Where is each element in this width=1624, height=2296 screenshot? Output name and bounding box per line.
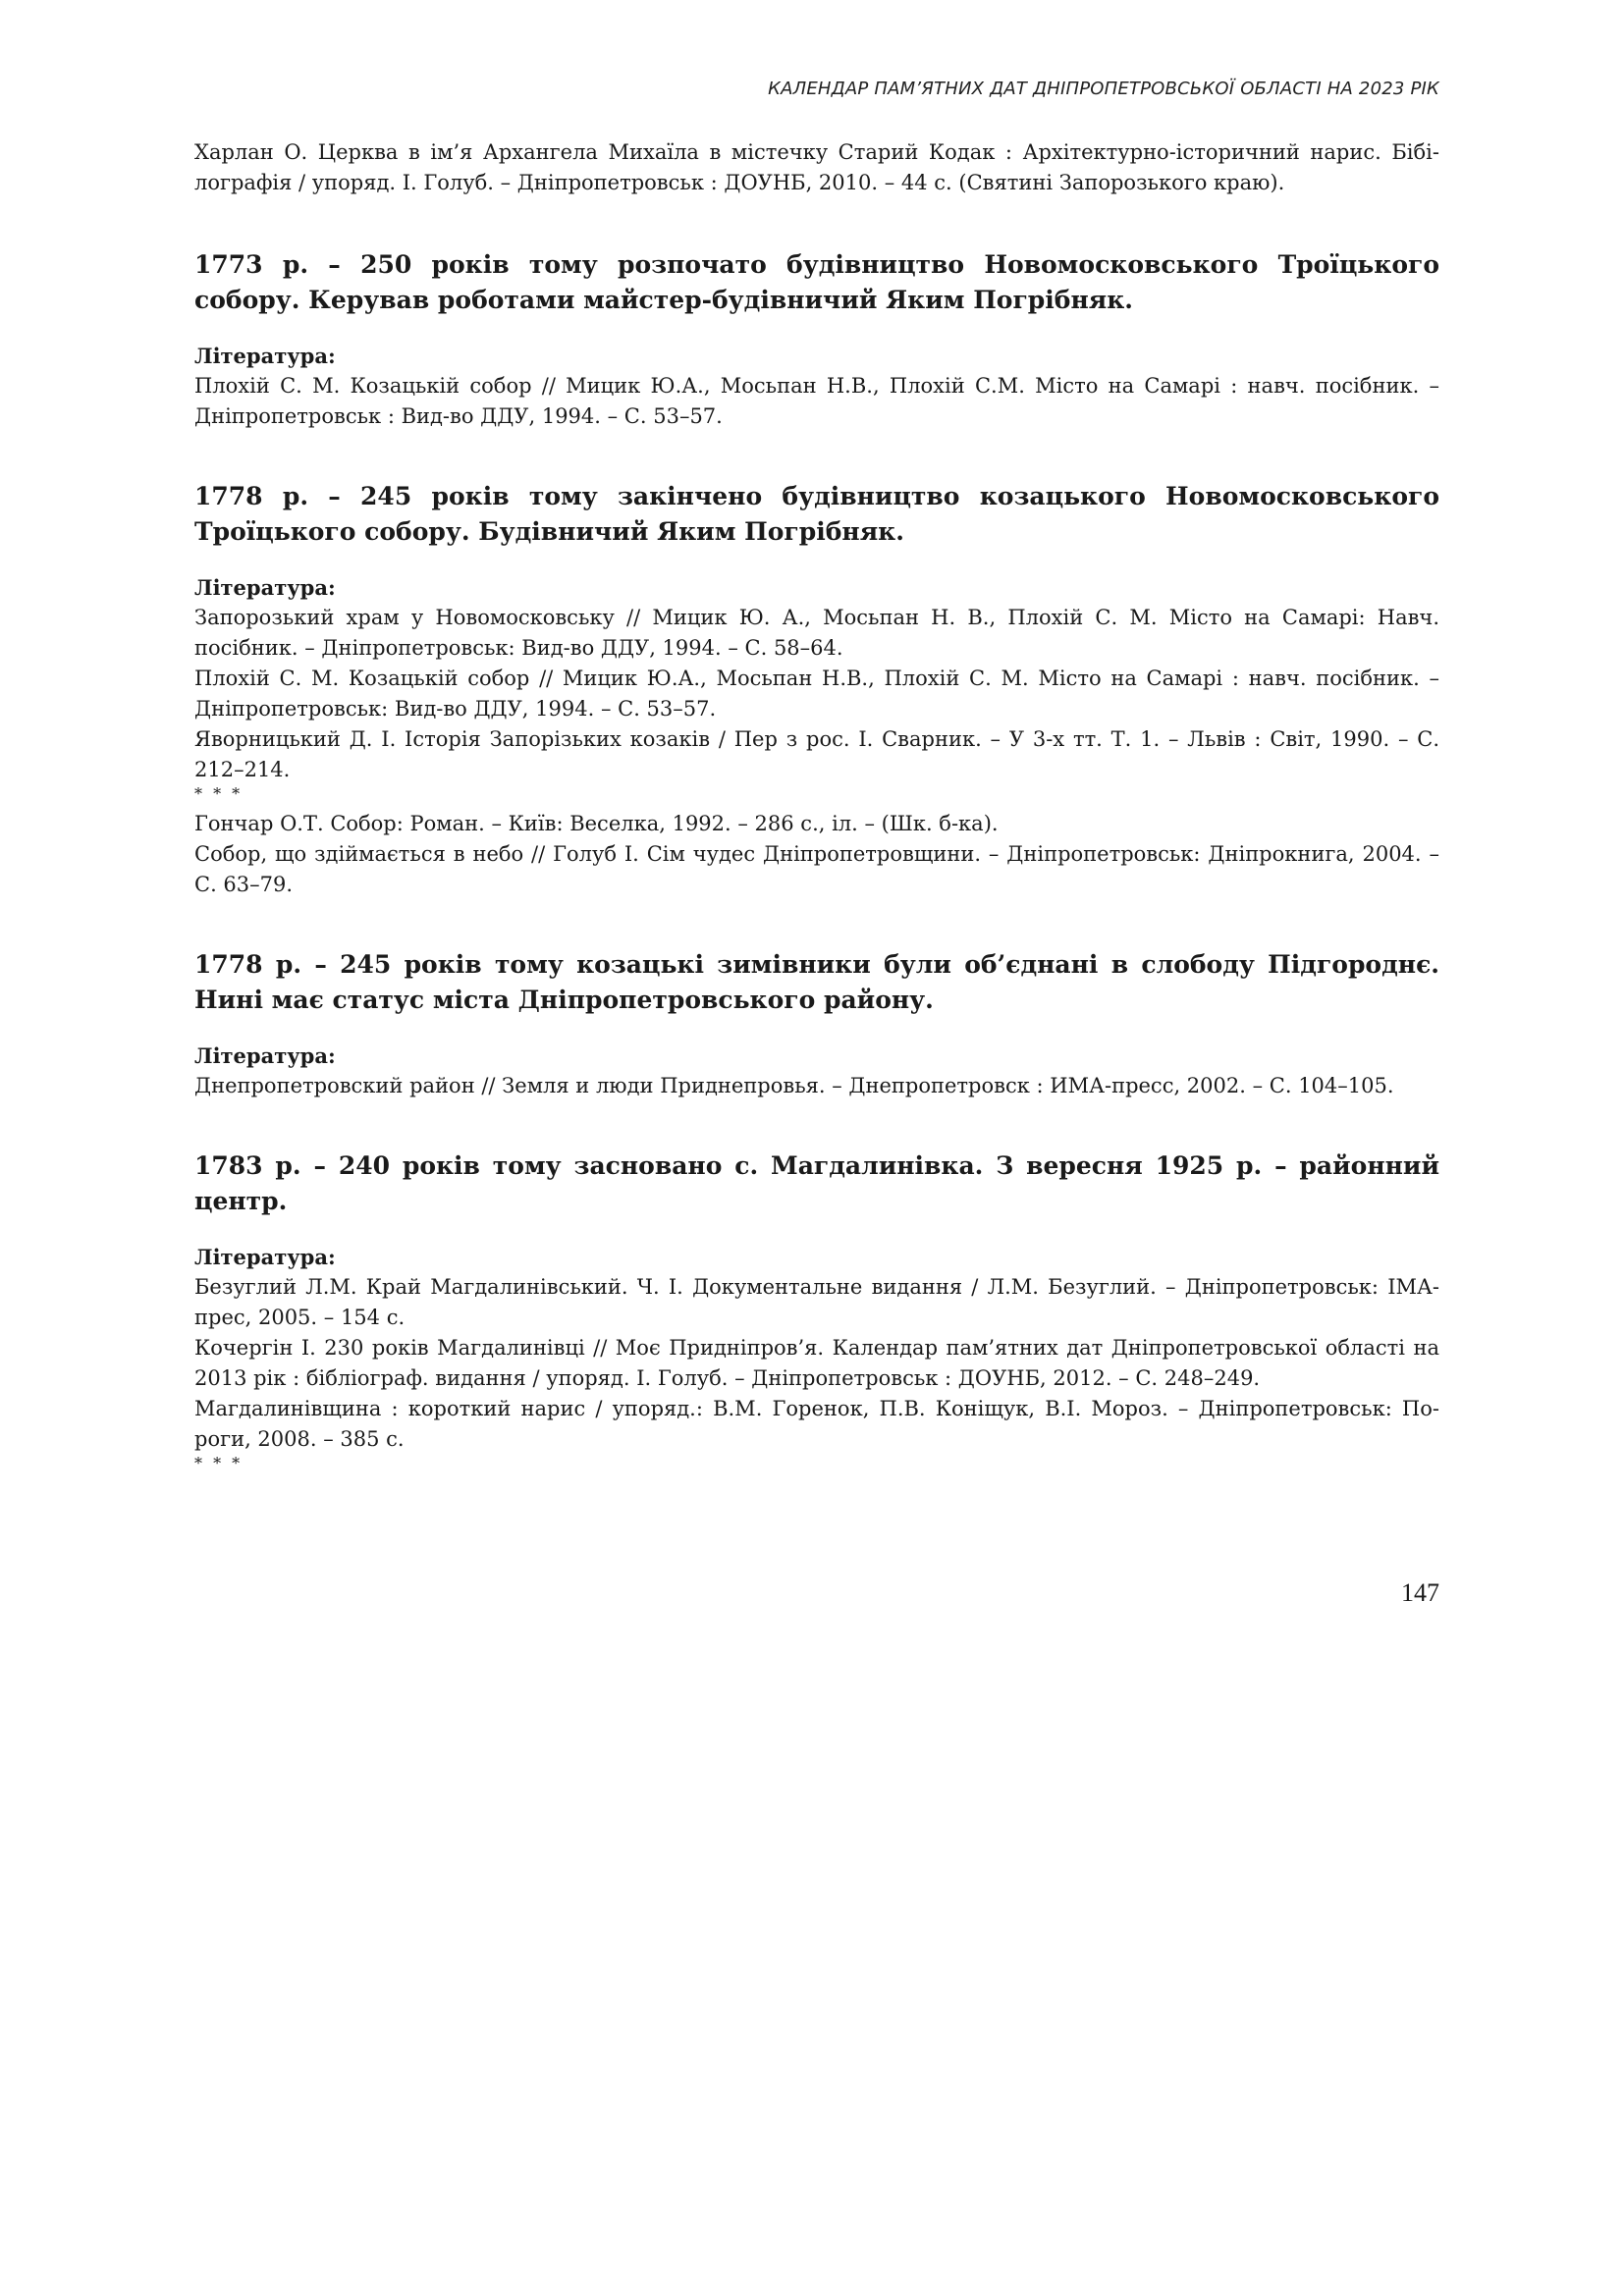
date-entry-heading: 1783 р. – 240 років тому засновано с. Магдалинівка. З вересня 1925 р. – районний центр. [194,1151,1439,1215]
reference-item: Днепропетровский район // Земля и люди Приднепровья. – Днепропетровск : ИМА-пресс, 2002. – С. 104–105. [194,1074,1394,1097]
page-number: 147 [1401,1578,1439,1607]
reference-separator: * * * [194,784,244,803]
sections-container [194,247,1439,1472]
running-header: КАЛЕНДАР ПАМ’ЯТНИХ ДАТ ДНІПРОПЕТРОВСЬКОЇ ОБЛАСТІ НА 2023 РІК [768,79,1439,99]
date-entry [194,947,1439,1101]
reference-item: Плохій С. М. Козацькій собор // Мицик Ю.А., Мосьпан Н.В., Плохій С. М. Місто на Самарі : навч. посібник. – Дніпропетровськ: Вид-во ДДУ, 1994. – С. 53–57. [194,667,1439,721]
reference-item: Плохій С. М. Козацькій собор // Мицик Ю.А., Мосьпан Н.В., Плохій С.М. Місто на Самарі : навч. посібник. – Дніпропетровськ : Вид-во ДДУ, 1994. – С. 53–57. [194,374,1439,428]
reference-list [194,1272,1439,1472]
literature-label: Література: [194,1043,336,1068]
date-entry-heading: 1778 р. – 245 років тому закінчено будівництво козацького Новомосковського Троїцького собору. Будівничий Яким Погрібняк. [194,482,1439,546]
literature-label: Література: [194,575,336,600]
date-entry [194,247,1439,432]
date-entry-heading: 1773 р. – 250 років тому розпочато будівництво Новомосковського Троїцького собору. Керував роботами майстер-будівничий Яким Погрібняк. [194,250,1439,314]
date-entry [194,1148,1439,1472]
reference-separator: * * * [194,1454,244,1472]
date-entry [194,479,1439,900]
reference-list [194,371,1439,432]
literature-label: Література: [194,344,336,368]
reference-item: Собор, що здіймається в небо // Голуб І. Сім чудес Дніпропетровщини. – Дніпропетровськ: Дніпрокнига, 2004. – С. 63–79. [194,842,1439,896]
page-content [194,137,1439,1520]
intro-reference: Харлан О. Церква в ім’я Архангела Михаїла в містечку Старий Кодак : Архітектурно-історичний нарис. Бібілографія / упоряд. І. Голуб. – Дніпропетровськ : ДОУНБ, 2010. – 44 с. (Святині Запорозького краю). [194,140,1439,194]
reference-item: Магдалинівщина : короткий нарис / упоряд.: В.М. Горенок, П.В. Коніщук, В.І. Мороз. – Дніпропетровськ: Пороги, 2008. – 385 с. [194,1397,1439,1451]
reference-item: Кочергін І. 230 років Магдалинівці // Моє Придніпров’я. Календар пам’ятних дат Дніпропетровської області на 2013 рік : бібліограф. видання / упоряд. І. Голуб. – Дніпропетровськ : ДОУНБ, 2012. – С. 248–249. [194,1336,1439,1390]
literature-label: Література: [194,1245,336,1269]
reference-item: Безуглий Л.М. Край Магдалинівський. Ч. І. Документальне видання / Л.М. Безуглий. – Дніпропетровськ: ІМА-прес, 2005. – 154 с. [194,1275,1439,1329]
reference-list [194,1071,1439,1101]
reference-item: Гончар О.Т. Собор: Роман. – Київ: Веселка, 1992. – 286 с., іл. – (Шк. б-ка). [194,812,999,835]
reference-item: Яворницький Д. І. Історія Запорізьких козаків / Пер з рос. І. Сварник. – У 3-х тт. Т. 1. – Львів : Світ, 1990. – С. 212–214. [194,727,1439,781]
date-entry-heading: 1778 р. – 245 років тому козацькі зимівники були об’єднані в слободу Підгороднє. Нині має статус міста Дніпропетровського району. [194,950,1439,1014]
reference-item: Запорозький храм у Новомосковську // Мицик Ю. А., Мосьпан Н. В., Плохій С. М. Місто на Самарі: Навч. посібник. – Дніпропетровськ: Вид-во ДДУ, 1994. – С. 58–64. [194,606,1439,660]
reference-list [194,603,1439,900]
